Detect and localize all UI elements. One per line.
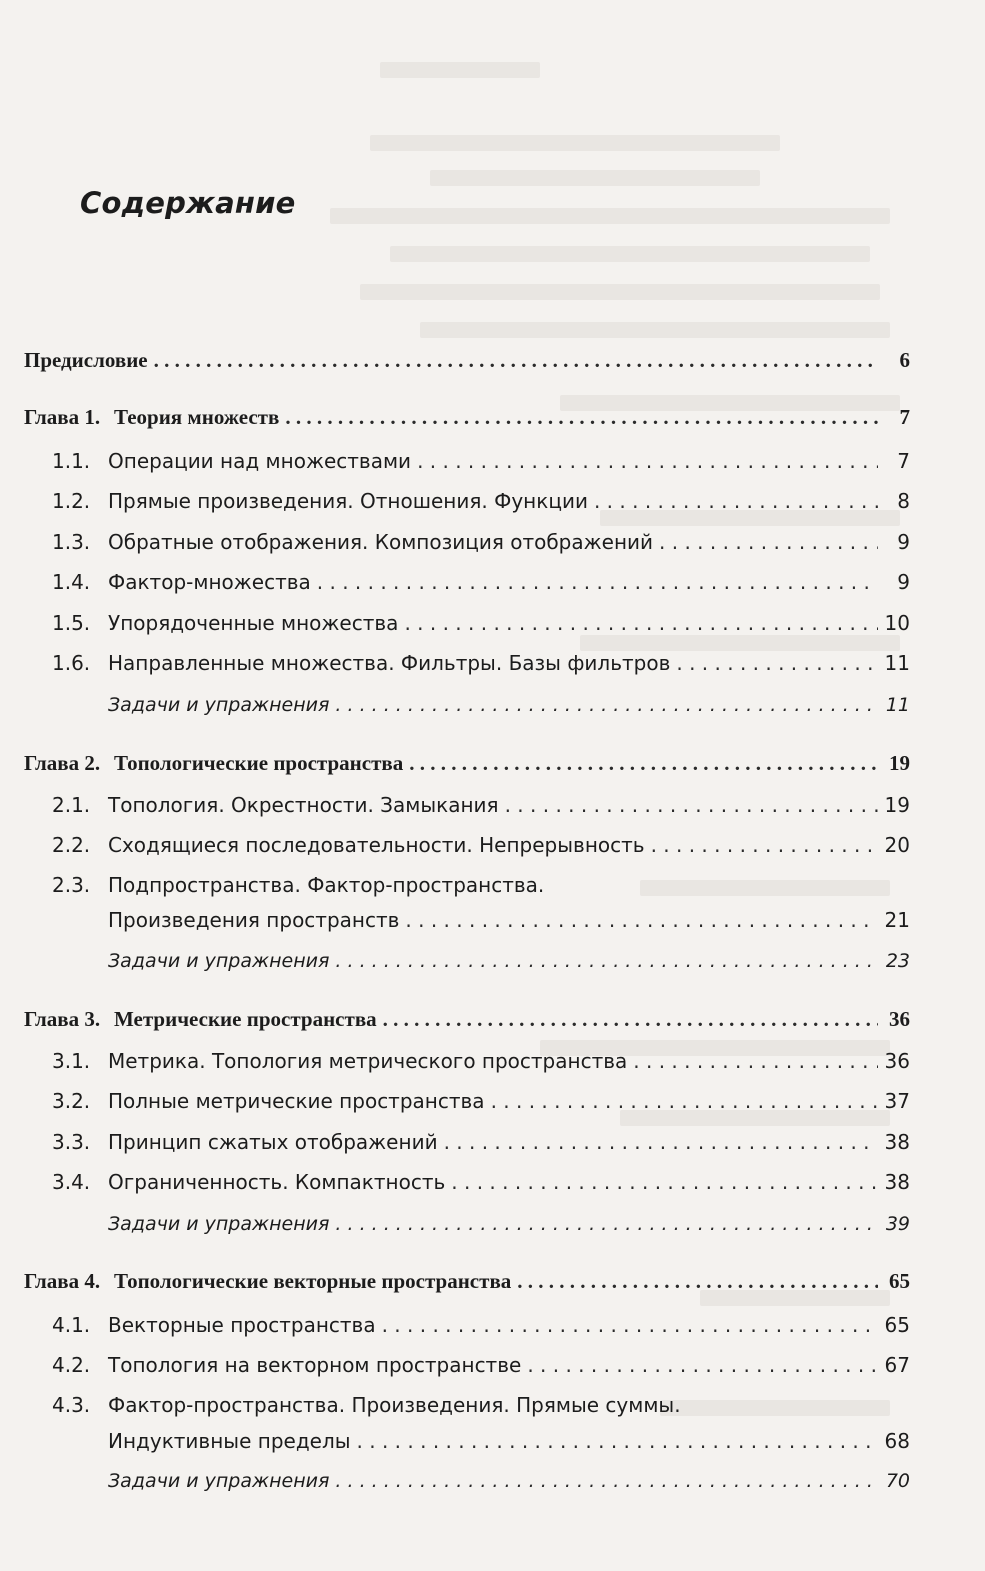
leader-dots <box>383 1004 878 1034</box>
toc-section-2-1[interactable] <box>52 790 910 820</box>
toc-chapter-3[interactable] <box>24 1004 910 1034</box>
section-number: 2.3. <box>52 873 91 897</box>
leader-dots <box>335 1466 878 1496</box>
section-number: 2.2. <box>52 833 91 857</box>
leader-dots <box>405 905 878 935</box>
leader-dots <box>505 790 878 820</box>
leader-dots <box>633 1046 878 1076</box>
section-title: Фактор-множества <box>108 570 311 594</box>
toc-tasks-1[interactable] <box>108 690 910 720</box>
toc-tasks-3[interactable] <box>108 1209 910 1239</box>
leader-dots <box>335 946 878 976</box>
section-number: 3.3. <box>52 1130 91 1154</box>
page-number: 38 <box>884 1170 910 1194</box>
section-title: Ограниченность. Компактность <box>108 1170 446 1194</box>
page-number: 11 <box>885 694 910 716</box>
leader-dots <box>594 486 878 516</box>
section-number: 1.2. <box>52 489 91 513</box>
page-number: 36 <box>889 1007 910 1031</box>
page-number: 19 <box>884 793 910 817</box>
chapter-title: Метрические пространства <box>114 1007 377 1031</box>
leader-dots <box>659 527 878 557</box>
section-number: 4.2. <box>52 1353 91 1377</box>
section-number: 4.1. <box>52 1313 91 1337</box>
page-number: 65 <box>889 1269 910 1293</box>
section-title: Топология. Окрестности. Замыкания <box>108 793 499 817</box>
leader-dots <box>357 1426 878 1456</box>
section-title: Направленные множества. Фильтры. Базы фильтров <box>108 651 671 675</box>
toc-section-4-1[interactable] <box>52 1310 910 1340</box>
toc-entry-preface[interactable] <box>24 345 910 375</box>
page-number: 9 <box>897 530 910 554</box>
leader-dots <box>517 1266 878 1296</box>
toc-section-3-4[interactable] <box>52 1167 910 1197</box>
section-title: Упорядоченные множества <box>108 611 399 635</box>
section-title: Векторные пространства <box>108 1313 376 1337</box>
tasks-title: Задачи и упражнения <box>108 1213 330 1235</box>
leader-dots <box>451 1167 878 1197</box>
toc-section-4-3[interactable] <box>52 1390 910 1420</box>
section-number: 2.1. <box>52 793 91 817</box>
page-number: 19 <box>889 751 910 775</box>
toc-tasks-2[interactable] <box>108 946 910 976</box>
page-number: 9 <box>897 570 910 594</box>
entry-title: Предисловие <box>24 348 148 372</box>
section-title: Прямые произведения. Отношения. Функции <box>108 489 588 513</box>
toc-section-3-1[interactable] <box>52 1046 910 1076</box>
toc-section-1-2[interactable] <box>52 486 910 516</box>
leader-dots <box>527 1350 878 1380</box>
section-title: Топология на векторном пространстве <box>108 1353 522 1377</box>
leader-dots <box>154 345 878 375</box>
leader-dots <box>335 690 878 720</box>
page-number: 67 <box>884 1353 910 1377</box>
page-number: 21 <box>884 908 910 932</box>
section-title: Операции над множествами <box>108 449 412 473</box>
toc-section-4-3-continuation[interactable] <box>108 1426 910 1456</box>
section-number: 1.6. <box>52 651 91 675</box>
chapter-label: Глава 2. <box>24 751 101 775</box>
chapter-title: Топологические векторные пространства <box>114 1269 512 1293</box>
section-title-continuation: Произведения пространств <box>108 908 400 932</box>
chapter-label: Глава 3. <box>24 1007 101 1031</box>
chapter-label: Глава 4. <box>24 1269 101 1293</box>
section-title: Подпространства. Фактор-пространства. <box>108 873 545 897</box>
leader-dots <box>417 446 878 476</box>
tasks-title: Задачи и упражнения <box>108 694 330 716</box>
section-title-continuation: Индуктивные пределы <box>108 1429 351 1453</box>
section-number: 4.3. <box>52 1393 91 1417</box>
section-title: Полные метрические пространства <box>108 1089 485 1113</box>
toc-section-4-2[interactable] <box>52 1350 910 1380</box>
toc-chapter-2[interactable] <box>24 748 910 778</box>
chapter-label: Глава 1. <box>24 405 101 429</box>
page-number: 11 <box>884 651 910 675</box>
toc-section-3-3[interactable] <box>52 1127 910 1157</box>
leader-dots <box>285 402 878 432</box>
page-number: 6 <box>899 348 910 372</box>
leader-dots <box>651 830 878 860</box>
section-number: 1.3. <box>52 530 91 554</box>
toc-section-2-3-continuation[interactable] <box>108 905 910 935</box>
leader-dots <box>404 608 878 638</box>
toc-chapter-1[interactable] <box>24 402 910 432</box>
toc-section-1-6[interactable] <box>52 648 910 678</box>
section-title: Обратные отображения. Композиция отображений <box>108 530 654 554</box>
toc-section-2-3[interactable] <box>52 870 910 900</box>
leader-dots <box>382 1310 878 1340</box>
page-number: 36 <box>884 1049 910 1073</box>
tasks-title: Задачи и упражнения <box>108 1470 330 1492</box>
section-title: Фактор-пространства. Произведения. Прямые суммы. <box>108 1393 681 1417</box>
toc-section-1-1[interactable] <box>52 446 910 476</box>
toc-tasks-4[interactable] <box>108 1466 910 1496</box>
page-number: 23 <box>885 950 910 972</box>
leader-dots <box>676 648 878 678</box>
section-number: 1.4. <box>52 570 91 594</box>
section-number: 3.2. <box>52 1089 91 1113</box>
toc-section-3-2[interactable] <box>52 1086 910 1116</box>
page-number: 39 <box>885 1213 910 1235</box>
toc-chapter-4[interactable] <box>24 1266 910 1296</box>
section-title: Сходящиеся последовательности. Непрерывность <box>108 833 645 857</box>
toc-section-1-5[interactable] <box>52 608 910 638</box>
section-title: Метрика. Топология метрического пространства <box>108 1049 628 1073</box>
toc-section-1-4[interactable] <box>52 567 910 597</box>
section-number: 1.1. <box>52 449 91 473</box>
page-number: 7 <box>899 405 910 429</box>
chapter-title: Теория множеств <box>114 405 280 429</box>
page-title: Содержание <box>80 186 296 220</box>
section-number: 3.4. <box>52 1170 91 1194</box>
leader-dots <box>444 1127 878 1157</box>
page-number: 7 <box>897 449 910 473</box>
section-number: 3.1. <box>52 1049 91 1073</box>
leader-dots <box>317 567 878 597</box>
page-number: 65 <box>884 1313 910 1337</box>
section-title: Принцип сжатых отображений <box>108 1130 438 1154</box>
toc-section-1-3[interactable] <box>52 527 910 557</box>
leader-dots <box>491 1086 878 1116</box>
chapter-title: Топологические пространства <box>114 751 404 775</box>
page-number: 70 <box>885 1470 910 1492</box>
page-number: 10 <box>884 611 910 635</box>
page-number: 37 <box>884 1089 910 1113</box>
page-number: 38 <box>884 1130 910 1154</box>
page-number: 20 <box>884 833 910 857</box>
page-number: 68 <box>884 1429 910 1453</box>
page-number: 8 <box>897 489 910 513</box>
toc-section-2-2[interactable] <box>52 830 910 860</box>
leader-dots <box>335 1209 878 1239</box>
section-number: 1.5. <box>52 611 91 635</box>
tasks-title: Задачи и упражнения <box>108 950 330 972</box>
leader-dots <box>409 748 878 778</box>
